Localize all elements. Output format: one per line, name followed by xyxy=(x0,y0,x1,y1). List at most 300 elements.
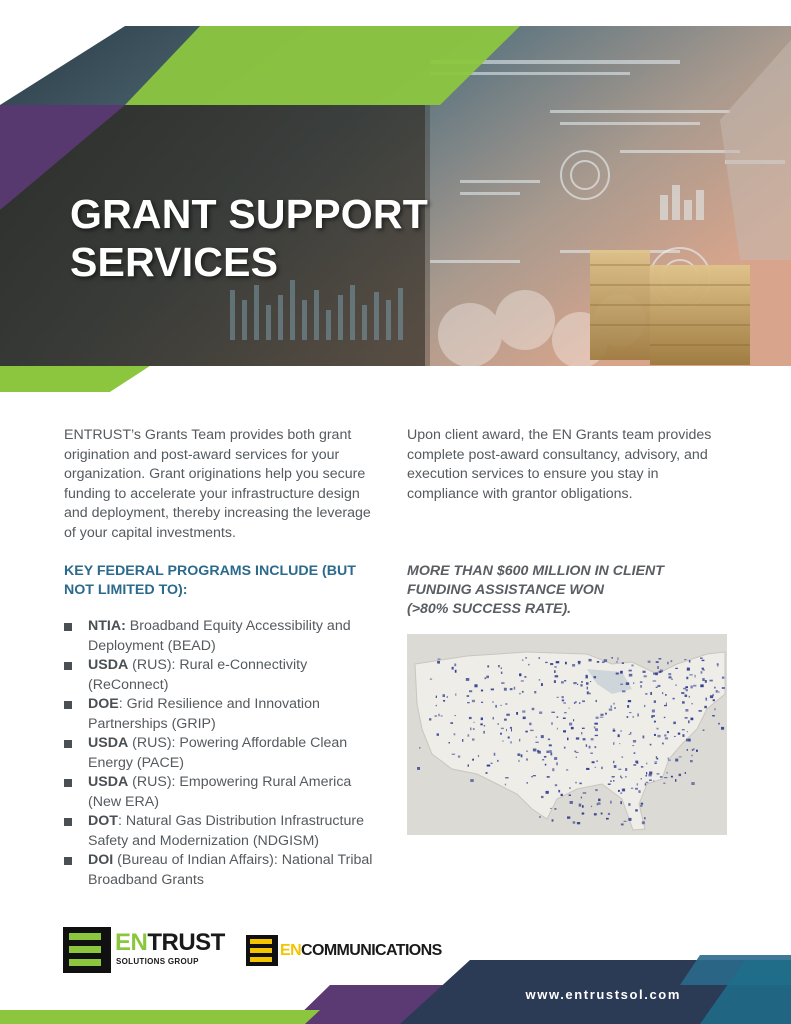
coverage-dot xyxy=(646,772,647,775)
coverage-dot xyxy=(687,731,688,732)
coverage-dot xyxy=(597,661,599,663)
coverage-dot xyxy=(654,734,656,736)
coverage-dot xyxy=(710,680,713,682)
coverage-dot xyxy=(437,733,439,735)
coverage-dot xyxy=(635,809,638,811)
program-agency: DOE xyxy=(88,696,119,712)
coverage-dot xyxy=(700,684,703,687)
coverage-dot xyxy=(454,733,456,735)
coverage-dot xyxy=(600,714,603,716)
coverage-dot xyxy=(594,813,597,815)
coverage-dot xyxy=(555,675,559,677)
coverage-dot xyxy=(594,723,598,725)
coverage-dot xyxy=(717,663,719,665)
entrust-logo-subtitle: SOLUTIONS GROUP xyxy=(116,957,199,966)
coverage-dot xyxy=(472,759,474,761)
coverage-dot xyxy=(610,801,611,804)
coverage-dot xyxy=(505,703,507,705)
coverage-dot xyxy=(567,816,570,818)
website-link[interactable]: www.entrustsol.com xyxy=(525,987,681,1002)
coverage-dot xyxy=(504,688,507,691)
coverage-dot xyxy=(622,756,624,758)
coverage-dot xyxy=(510,727,512,729)
coverage-dot xyxy=(718,723,720,725)
coverage-dot xyxy=(628,700,631,702)
coverage-dot xyxy=(472,739,475,741)
coverage-dot xyxy=(594,676,597,678)
coverage-dot xyxy=(472,700,475,702)
coverage-dot xyxy=(656,661,659,663)
coverage-dot xyxy=(628,818,631,821)
coverage-dot xyxy=(552,768,554,771)
coverage-dot xyxy=(691,686,693,689)
coverage-dot xyxy=(620,730,622,732)
coverage-dot xyxy=(692,755,693,756)
coverage-dot xyxy=(564,712,567,713)
coverage-dot xyxy=(702,678,704,681)
coverage-dot xyxy=(717,665,719,666)
coverage-dot xyxy=(679,756,682,757)
coverage-dot xyxy=(580,684,582,686)
coverage-dot xyxy=(450,722,453,724)
coverage-dot xyxy=(578,663,580,664)
coverage-dot xyxy=(589,659,592,662)
coverage-dot xyxy=(501,668,502,670)
coverage-dot xyxy=(519,693,520,694)
coverage-dot xyxy=(702,668,704,670)
coverage-dot xyxy=(695,675,696,678)
coverage-dot xyxy=(616,661,618,662)
coverage-dot xyxy=(502,741,503,742)
coverage-dot xyxy=(563,718,566,720)
square-bullet-icon xyxy=(64,740,72,748)
coverage-dot xyxy=(685,695,688,698)
coverage-dot xyxy=(486,772,488,774)
coverage-dot xyxy=(714,687,715,689)
coverage-dot xyxy=(652,710,655,713)
coverage-dot xyxy=(506,729,507,731)
coverage-dot xyxy=(577,684,578,685)
coverage-dot xyxy=(517,753,520,756)
coverage-dot xyxy=(671,679,672,680)
coverage-dot xyxy=(612,657,613,659)
coverage-dot xyxy=(613,742,614,745)
coverage-dot xyxy=(582,700,585,702)
coverage-dot xyxy=(620,671,623,674)
green-bottom-band xyxy=(0,366,150,392)
coverage-dot xyxy=(620,776,621,778)
coverage-dot xyxy=(533,749,537,752)
coverage-dot xyxy=(608,813,610,815)
coverage-dot xyxy=(674,736,676,737)
coverage-dot xyxy=(467,695,470,697)
coverage-dot xyxy=(521,680,524,681)
coverage-dot xyxy=(631,665,633,667)
coverage-dot xyxy=(498,665,499,667)
coverage-dot xyxy=(712,715,715,716)
coverage-dot xyxy=(619,743,620,744)
coverage-dot xyxy=(514,687,516,690)
coverage-dot xyxy=(454,664,456,667)
coverage-dot xyxy=(569,787,571,789)
coverage-dot xyxy=(511,729,512,732)
coverage-dot xyxy=(562,700,564,702)
coverage-dot xyxy=(691,782,694,785)
coverage-dot xyxy=(621,824,624,826)
coverage-dot xyxy=(556,697,559,698)
coverage-dot xyxy=(533,775,536,776)
coverage-dot xyxy=(549,744,552,746)
program-agency: USDA xyxy=(88,774,129,790)
coverage-dot xyxy=(452,754,455,755)
coverage-dot xyxy=(613,730,616,732)
coverage-dot xyxy=(505,777,509,778)
coverage-dot xyxy=(545,764,547,766)
coverage-dot xyxy=(706,698,708,700)
coverage-dot xyxy=(470,728,472,731)
coverage-dot xyxy=(510,741,511,743)
coverage-dot xyxy=(500,705,501,706)
coverage-dot xyxy=(617,657,618,660)
coverage-dot xyxy=(643,736,645,739)
coverage-dot xyxy=(523,717,526,720)
coverage-dot xyxy=(666,772,667,773)
coverage-dot xyxy=(657,773,660,774)
coverage-dot xyxy=(682,734,684,737)
coverage-dot xyxy=(620,793,622,794)
coverage-dot xyxy=(519,739,520,742)
coverage-dot xyxy=(653,715,656,717)
coverage-dot xyxy=(497,723,499,724)
coverage-dot xyxy=(554,666,557,667)
coverage-dot xyxy=(649,780,652,781)
coverage-dot xyxy=(611,705,612,708)
coverage-dot xyxy=(640,681,643,682)
program-list-item xyxy=(64,812,384,851)
coverage-dot xyxy=(531,776,533,777)
coverage-dot xyxy=(562,696,564,698)
coverage-dot xyxy=(590,753,593,754)
coverage-dot xyxy=(604,659,607,662)
coverage-dot xyxy=(716,690,718,693)
program-list-item xyxy=(64,851,384,890)
square-bullet-icon xyxy=(64,662,72,670)
coverage-dot xyxy=(576,752,579,753)
coverage-dot xyxy=(622,789,625,792)
coverage-dot xyxy=(522,691,524,693)
coverage-dot xyxy=(581,797,582,799)
coverage-dot xyxy=(675,668,678,669)
coverage-dot xyxy=(625,768,627,771)
coverage-dot xyxy=(554,808,556,810)
coverage-dot xyxy=(659,658,662,660)
coverage-dot xyxy=(557,728,558,730)
coverage-dot xyxy=(525,657,526,658)
coverage-dot xyxy=(644,705,645,707)
coverage-dot xyxy=(648,661,651,663)
coverage-dot xyxy=(613,729,615,730)
coverage-dot xyxy=(508,737,510,739)
coverage-dot xyxy=(633,683,634,684)
coverage-dot xyxy=(668,758,669,760)
coverage-dot xyxy=(622,662,624,664)
coverage-dot xyxy=(469,690,472,692)
coverage-dot xyxy=(586,682,589,684)
program-description: (RUS): Rural e-Connectivity (ReConnect) xyxy=(88,657,308,693)
coverage-dot xyxy=(675,779,676,782)
coverage-dot xyxy=(608,784,611,785)
coverage-dot xyxy=(591,806,592,807)
coverage-dot xyxy=(657,728,659,730)
intro-paragraph-left: ENTRUST’s Grants Team provides both grant origination and post-award services for your organization. Grant originations help you secure funding to accelerate your infrastructure design and deployment, thereby increasing the leverage of your capital investments. xyxy=(64,427,371,541)
coverage-dot xyxy=(443,694,446,697)
coverage-dot xyxy=(554,757,557,760)
coverage-dot xyxy=(628,803,630,806)
coverage-dot xyxy=(618,734,620,737)
coverage-dot xyxy=(586,768,589,770)
coverage-dot xyxy=(675,759,678,762)
coverage-dot xyxy=(662,743,664,745)
coverage-dot xyxy=(685,709,688,712)
encommunications-logo-name: ENCOMMUNICATIONS xyxy=(280,942,442,959)
coverage-dot xyxy=(474,684,477,687)
coverage-dot xyxy=(590,681,591,682)
coverage-dot xyxy=(458,756,460,758)
coverage-dot xyxy=(664,717,666,718)
coverage-dot xyxy=(566,769,568,770)
coverage-dot xyxy=(532,708,535,710)
coverage-dot xyxy=(573,682,576,684)
coverage-dot xyxy=(541,683,543,686)
coverage-dot xyxy=(571,727,574,729)
coverage-dot xyxy=(478,755,479,757)
coverage-dot xyxy=(579,804,582,807)
map-graphic xyxy=(407,634,727,835)
coverage-dot xyxy=(529,723,531,726)
coverage-dot xyxy=(688,720,689,723)
coverage-dot xyxy=(544,756,547,758)
coverage-dot xyxy=(436,705,437,706)
coverage-dot xyxy=(682,729,685,730)
coverage-dot xyxy=(634,752,636,753)
coverage-dot xyxy=(673,722,676,725)
coverage-dot xyxy=(613,703,614,705)
coverage-dot xyxy=(629,712,632,713)
coverage-dot xyxy=(550,808,552,809)
coverage-dot xyxy=(516,712,518,715)
coverage-dot xyxy=(703,730,705,731)
coverage-dot xyxy=(589,746,591,749)
coverage-dot xyxy=(439,714,440,717)
coverage-dot xyxy=(574,702,575,704)
coverage-dot xyxy=(551,722,553,725)
coverage-dot xyxy=(685,772,686,774)
coverage-dot xyxy=(682,701,685,703)
coverage-dot xyxy=(569,708,570,709)
square-bullet-icon xyxy=(64,818,72,826)
coverage-dot xyxy=(655,763,657,764)
coverage-dot xyxy=(587,691,589,694)
coverage-dot xyxy=(486,676,489,679)
coverage-dot xyxy=(519,673,521,676)
coverage-dot xyxy=(575,782,577,784)
coverage-dot xyxy=(671,776,673,778)
coverage-dot xyxy=(582,728,585,729)
program-agency: NTIA: xyxy=(88,618,126,634)
us-coverage-map xyxy=(407,634,727,835)
coverage-dot xyxy=(481,690,483,692)
funding-line-1: MORE THAN $600 MILLION IN CLIENT xyxy=(407,563,664,579)
coin-stack xyxy=(590,250,750,365)
coverage-dot xyxy=(660,776,663,777)
coverage-dot xyxy=(557,716,559,718)
coverage-dot xyxy=(587,687,588,690)
coverage-dot xyxy=(600,717,604,718)
coverage-dot xyxy=(625,776,627,777)
coverage-dot xyxy=(655,721,656,722)
coverage-dot xyxy=(480,723,482,725)
coverage-dot xyxy=(443,700,445,702)
coverage-dot xyxy=(589,693,590,695)
coverage-dot xyxy=(481,718,483,721)
coverage-dot xyxy=(656,687,658,688)
coverage-dot xyxy=(530,730,534,731)
coverage-dot xyxy=(687,668,690,671)
program-description: Broadband Equity Accessibility and Deployment (BEAD) xyxy=(88,618,351,654)
coverage-dot xyxy=(576,737,579,739)
coverage-dot xyxy=(645,693,647,694)
coverage-dot xyxy=(542,759,544,760)
coverage-dot xyxy=(646,782,649,783)
coverage-dot xyxy=(539,679,541,680)
coverage-dot xyxy=(596,700,597,702)
coverage-dot xyxy=(595,789,598,791)
coverage-dot xyxy=(643,671,646,673)
coverage-dot xyxy=(601,813,603,815)
coverage-dot xyxy=(539,816,541,817)
coverage-dot xyxy=(633,764,636,765)
coverage-dot xyxy=(466,678,470,681)
coverage-dot xyxy=(581,681,583,683)
coverage-dot xyxy=(546,791,549,794)
coverage-dot xyxy=(506,714,510,716)
coverage-dot xyxy=(663,783,665,784)
coverage-dot xyxy=(678,733,680,735)
coverage-dot xyxy=(653,681,657,682)
coverage-dot xyxy=(691,718,694,721)
coverage-dot xyxy=(693,748,694,750)
coverage-dot xyxy=(522,660,524,661)
program-agency: DOI xyxy=(88,852,114,868)
coverage-dot xyxy=(551,753,553,756)
coverage-dot xyxy=(563,730,566,732)
coverage-dot xyxy=(714,708,715,710)
coverage-dot xyxy=(455,693,456,695)
program-description: : Natural Gas Distribution Infrastructure Safety and Modernization (NDGISM) xyxy=(88,813,364,849)
program-list-item xyxy=(64,773,384,812)
coverage-dot xyxy=(640,805,642,807)
coverage-dot xyxy=(721,727,724,730)
coverage-dot xyxy=(441,715,443,716)
coverage-dot xyxy=(601,767,603,769)
coverage-dot xyxy=(430,679,432,680)
coverage-dot xyxy=(598,802,601,805)
coverage-dot xyxy=(564,680,566,682)
coverage-dot xyxy=(632,745,634,746)
coverage-dot xyxy=(541,735,544,738)
coverage-dot xyxy=(491,763,493,764)
coverage-dot xyxy=(579,702,580,704)
coverage-dot xyxy=(501,728,504,729)
coverage-dot xyxy=(429,718,431,720)
coverage-dot xyxy=(576,757,577,758)
coverage-dot xyxy=(704,706,707,708)
coverage-dot xyxy=(673,698,675,700)
coverage-dot xyxy=(491,689,494,691)
square-bullet-icon xyxy=(64,857,72,865)
coverage-dot xyxy=(437,661,440,664)
coverage-dot xyxy=(539,657,540,659)
coverage-dot xyxy=(653,780,654,781)
coverage-dot xyxy=(521,754,523,757)
coverage-dot xyxy=(577,822,580,824)
coverage-dot xyxy=(467,702,470,703)
coverage-dot xyxy=(556,762,558,765)
coverage-dot xyxy=(586,675,588,677)
coverage-dot xyxy=(637,714,639,717)
coverage-dot xyxy=(702,660,705,661)
coverage-dot xyxy=(534,691,536,693)
coverage-dot xyxy=(637,783,639,785)
coverage-dot xyxy=(526,758,528,760)
coverage-dot xyxy=(468,764,469,766)
coverage-dot xyxy=(633,716,634,717)
coverage-dot xyxy=(657,735,660,737)
coverage-dot xyxy=(485,677,487,679)
coverage-dot xyxy=(473,728,475,730)
coverage-dot xyxy=(713,694,714,696)
coverage-dot xyxy=(596,717,599,719)
coverage-dot xyxy=(578,661,581,663)
coverage-dot xyxy=(687,749,688,751)
coverage-dot xyxy=(613,780,615,782)
coverage-dot xyxy=(586,744,587,747)
coverage-dot xyxy=(500,733,502,735)
coverage-dot xyxy=(620,684,623,685)
coverage-dot xyxy=(701,671,703,673)
coverage-dot xyxy=(605,713,607,715)
coverage-dot xyxy=(594,726,596,728)
coverage-dot xyxy=(616,673,619,675)
coverage-dot xyxy=(546,751,549,753)
coverage-dot xyxy=(419,747,421,748)
coverage-dot xyxy=(574,751,576,753)
coverage-dot xyxy=(690,760,693,762)
coverage-dot xyxy=(705,680,707,683)
square-bullet-icon xyxy=(64,779,72,787)
coverage-dot xyxy=(550,663,553,665)
coverage-dot xyxy=(494,753,496,756)
coverage-dot xyxy=(481,702,483,703)
coverage-dot xyxy=(473,722,474,723)
coverage-dot xyxy=(646,775,647,776)
coverage-dot xyxy=(655,672,658,675)
coverage-dot xyxy=(579,783,581,785)
coverage-dot xyxy=(614,707,616,709)
coverage-dot xyxy=(525,731,527,733)
coverage-dot xyxy=(693,685,696,687)
coverage-dot xyxy=(722,677,724,679)
